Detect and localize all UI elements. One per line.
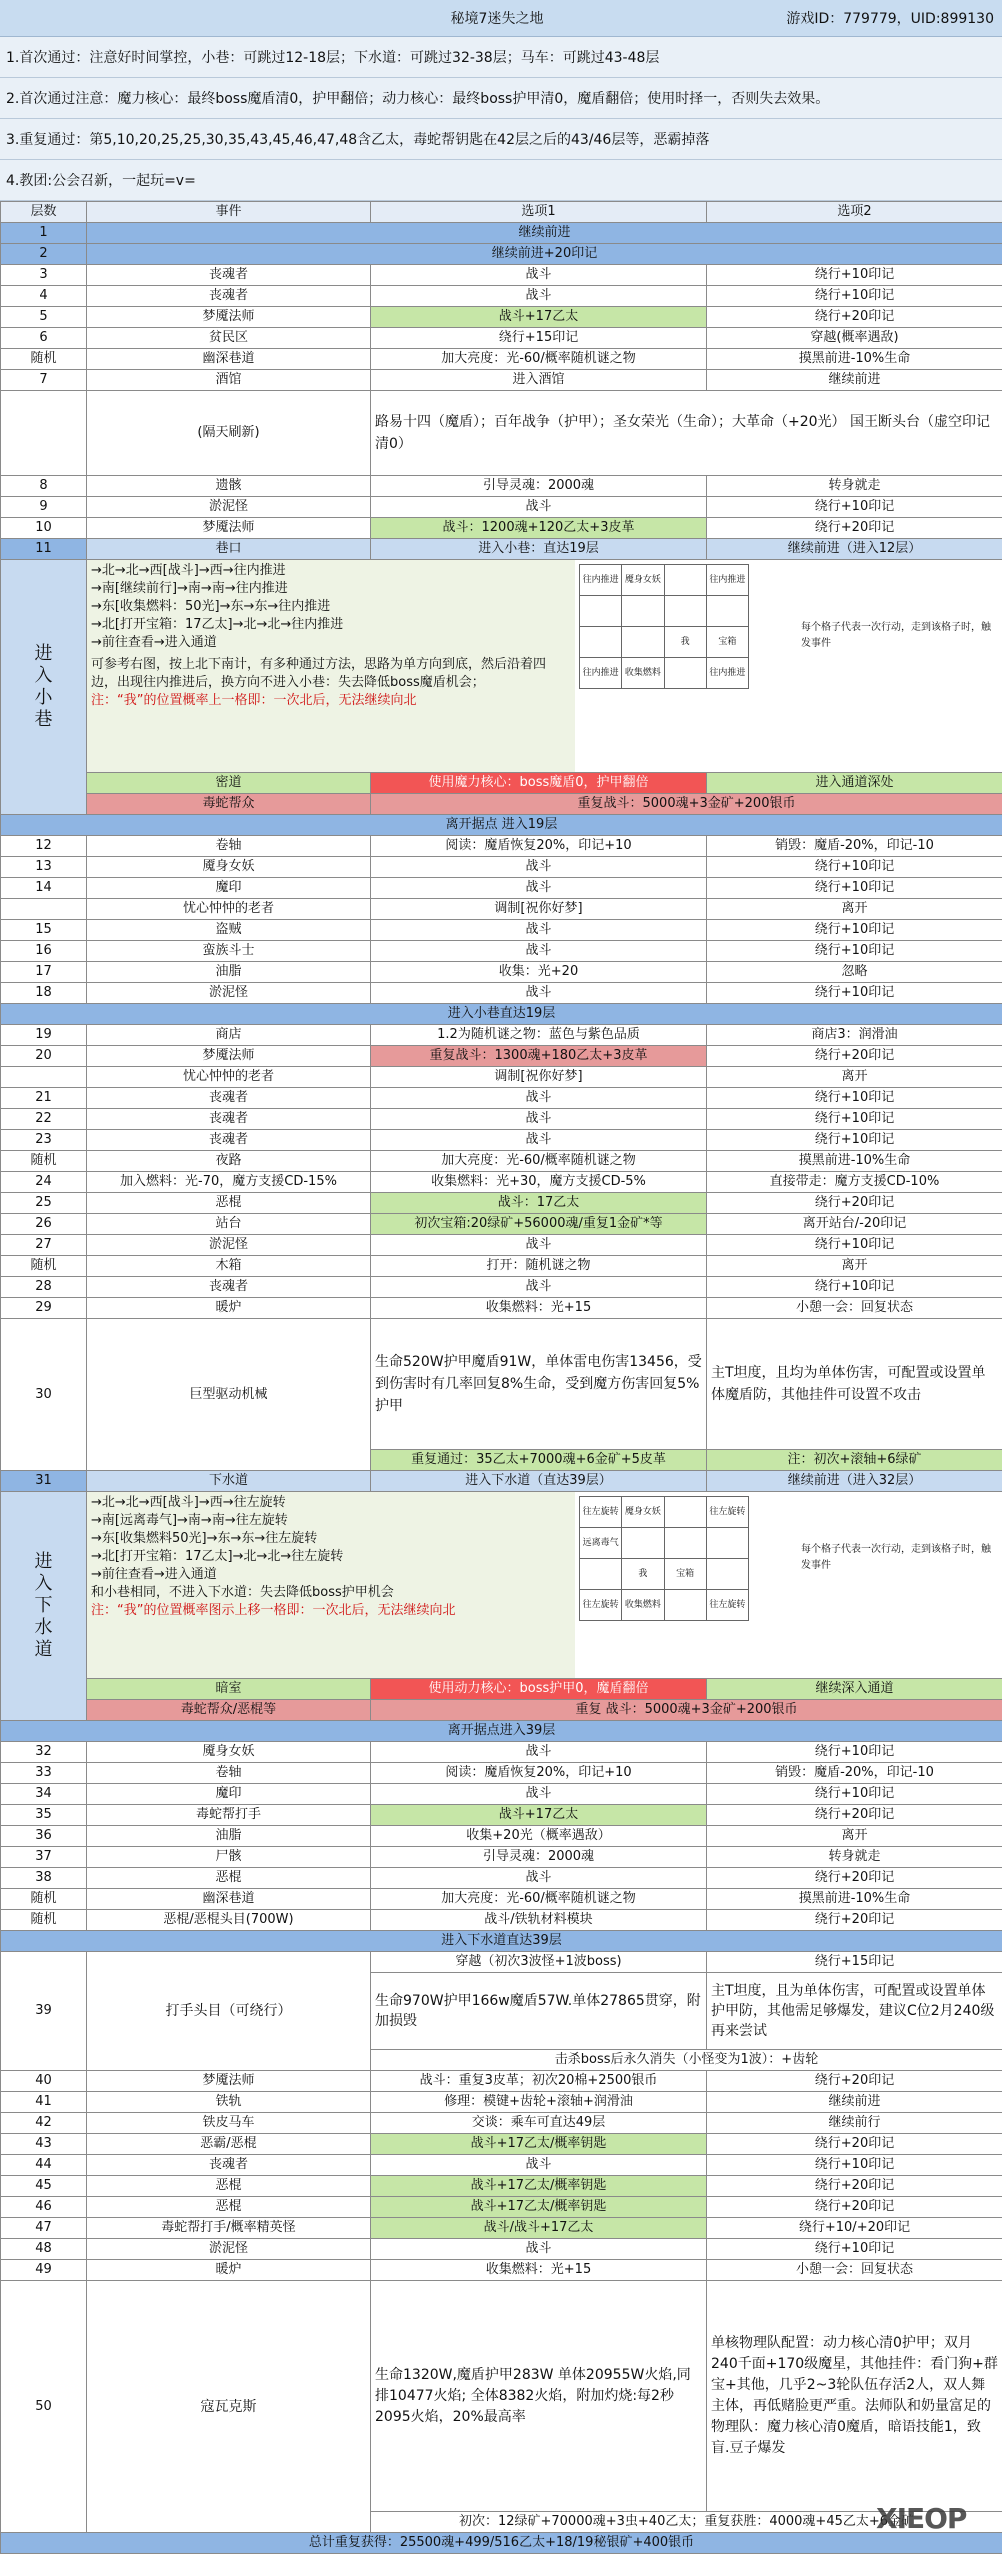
option-cell: 继续前进（进入12层）: [707, 539, 1002, 560]
option-cell: 继续前进: [707, 370, 1002, 391]
table-row: 28 丧魂者 战斗 绕行+10印记: [1, 1277, 1002, 1298]
event-cell: 密道: [87, 773, 371, 794]
table-row: 12 卷轴 阅读：魔盾恢复20%，印记+10 销毁：魔盾-20%，印记-10: [1, 836, 1002, 857]
table-row: 45 恶棍 战斗+17乙太/概率钥匙 绕行+20印记: [1, 2176, 1002, 2197]
floor-cell: 8: [1, 476, 87, 497]
option-cell: 进入通道深处: [707, 773, 1002, 794]
option-cell: 引导灵魂：2000魂: [371, 476, 707, 497]
section-row: 离开据点进入39层: [1, 1721, 1002, 1742]
table-row: 忧心忡忡的老者 调制[祝你好梦] 离开: [1, 1067, 1002, 1088]
boss-50-row: 50 寇瓦克斯 生命1320W,魔盾护甲283W 单体20955W火焰,同排10477火焰; 全体8382火焰，附加灼烧:每2秒2095火焰，20%最高率 单核物理队配置：动力核心清0护甲；双月240千面+170级魔星，其他挂件：看门狗+群宝+其他，几乎2~3轮队伍存活2人，双人舞主体，再低赌脸更严重。法师队和奶量富足的物理队：魔力核心清0魔盾，暗语技能1，致盲.豆子爆发: [1, 2281, 1002, 2512]
boss-tip: 主T坦度，且均为单体伤害，可配置或设置单体魔盾防，其他挂件可设置不攻击: [707, 1319, 1002, 1450]
event-cell: 毒蛇帮众: [87, 794, 371, 815]
table-row: 49 暖炉 收集燃料：光+15 小憩一会：回复状态: [1, 2260, 1002, 2281]
table-row: 48 淤泥怪 战斗 绕行+10印记: [1, 2239, 1002, 2260]
table-row: 23 丧魂者 战斗 绕行+10印记: [1, 1130, 1002, 1151]
table-row: 17 油脂 收集：光+20 忽略: [1, 962, 1002, 983]
event-cell: 丧魂者: [87, 286, 371, 307]
table-row: 13 魇身女妖 战斗 绕行+10印记: [1, 857, 1002, 878]
event-cell: 酒馆: [87, 370, 371, 391]
option-cell: 摸黑前进-10%生命: [707, 349, 1002, 370]
option-cell: 进入小巷：直达19层: [371, 539, 707, 560]
table-row: 43 恶霸/恶棍 战斗+17乙太/概率钥匙 绕行+20印记: [1, 2134, 1002, 2155]
note-3: 3.重复通过：第5,10,20,25,25,30,35,43,45,46,47,48含乙太，毒蛇帮钥匙在42层之后的43/46层等，恶霸掉落: [0, 119, 1002, 160]
table-row: [1, 286, 1002, 307]
event-cell: 巷口: [87, 539, 371, 560]
table-row: 18 淤泥怪 战斗 绕行+10印记: [1, 983, 1002, 1004]
table-row: 随机 木箱 打开：随机谜之物 离开: [1, 1256, 1002, 1277]
floor-cell: 9: [1, 497, 87, 518]
table-row: [1, 476, 1002, 497]
table-row: 21 丧魂者 战斗 绕行+10印记: [1, 1088, 1002, 1109]
page-title: 秘境7迷失之地: [450, 11, 544, 27]
table-row: [1, 518, 1002, 539]
table-row: 19 商店 1.2为随机谜之物：蓝色与紫色品质 商店3：润滑油: [1, 1025, 1002, 1046]
floor-cell: 3: [1, 265, 87, 286]
boss-30-row: 30 巨型驱动机械 生命520W护甲魔盾91W，单体雷电伤害13456，受到伤害时有几率回复8%生命，受到魔方伤害回复5%护甲 主T坦度，且均为单体伤害，可配置或设置单体魔盾防，其他挂件可设置不攻击: [1, 1319, 1002, 1450]
table-header-row: [1, 202, 1002, 223]
option-cell: 绕行+10印记: [707, 286, 1002, 307]
table-row: [1, 370, 1002, 391]
option-cell: 继续前进+20印记: [87, 244, 1002, 265]
table-row: 27 淤泥怪 战斗 绕行+10印记: [1, 1235, 1002, 1256]
table-row: 24 加入燃料：光-70，魔方支援CD-15% 收集燃料：光+30，魔方支援CD-5% 直接带走：魔方支援CD-10%: [1, 1172, 1002, 1193]
table-row: 37 尸骸 引导灵魂：2000魂 转身就走: [1, 1847, 1002, 1868]
table-row: 41 铁轨 修理：模键+齿轮+滚轴+润滑油 继续前进: [1, 2092, 1002, 2113]
table-row: 重复通过：35乙太+7000魂+6金矿+5皮革 注：初次+滚轴+6绿矿: [1, 1450, 1002, 1471]
table-row: 33 卷轴 阅读：魔盾恢复20%，印记+10 销毁：魔盾-20%，印记-10: [1, 1763, 1002, 1784]
alley-side-label: 进 入 小 巷: [1, 560, 87, 815]
note-4: 4.教团:公会召新，一起玩=v=: [0, 160, 1002, 201]
event-cell: 梦魇法师: [87, 518, 371, 539]
table-row: 毒蛇帮众/恶棍等 重复 战斗：5000魂+3金矿+200银币: [1, 1700, 1002, 1721]
option-cell: 绕行+10印记: [707, 497, 1002, 518]
floor-table: [0, 201, 1002, 2554]
table-row: 随机 幽深巷道 加大亮度：光-60/概率随机谜之物 摸黑前进-10%生命: [1, 1889, 1002, 1910]
alley-grid-hint: 每个格子代表一次行动，走到该格子时，触发事件: [795, 560, 1002, 772]
event-cell: 贫民区: [87, 328, 371, 349]
alley-grid: 往内推进 魇身女妖 往内推进 我 宝箱 往内推进 收集燃料 往内推进: [575, 560, 795, 772]
floor-cell: 4: [1, 286, 87, 307]
section-row: [1, 1004, 1002, 1025]
option-cell: 加大亮度：光-60/概率随机谜之物: [371, 349, 707, 370]
header-bar: [0, 0, 1002, 37]
boss-39-row: 39 打手头目（可绕行） 穿越（初次3波怪+1波boss) 绕行+15印记: [1, 1952, 1002, 1973]
table-row: [1, 497, 1002, 518]
option-cell: 继续前进: [87, 223, 1002, 244]
table-row: 击杀boss后永久消失（小怪变为1波）：+齿轮: [1, 2050, 1002, 2071]
option-cell: 战斗+17乙太: [371, 307, 707, 328]
sewer-instructions: →北→北→西[战斗]→西→往左旋转 →南[远离毒气]→南→南→往左旋转 →东[收集燃料50光]→东→东→往左旋转 →北[打开宝箱：17乙太]→北→北→往左旋转 →前往查看→进入通道 和小巷相同，不进入下水道：失去降低boss护甲机会 注：“我”的位置概率图示上移一格即：一次北后，无法继续向北: [87, 1492, 575, 1678]
note-2: 2.首次通过注意：魔力核心：最终boss魔盾清0，护甲翻倍；动力核心：最终boss护甲清0，魔盾翻倍；使用时择一，否则失去效果。: [0, 78, 1002, 119]
table-row: 25 恶棍 战斗：17乙太 绕行+20印记: [1, 1193, 1002, 1214]
event-cell: 遗骸: [87, 476, 371, 497]
sewer-grid-hint: 每个格子代表一次行动，走到该格子时，触发事件: [795, 1492, 1002, 1678]
game-id: 游戏ID：779779，UID:899130: [786, 11, 994, 27]
table-row: [1, 349, 1002, 370]
table-row: 36 油脂 收集+20光（概率遇敌） 离开: [1, 1826, 1002, 1847]
table-row: 初次：12绿矿+70000魂+3虫+40乙太；重复获胜：4000魂+45乙太+6金矿: [1, 2512, 1002, 2533]
col-header-floor: 层数: [1, 202, 87, 223]
option-cell: 战斗：1200魂+120乙太+3皮革: [371, 518, 707, 539]
table-row: [1, 328, 1002, 349]
floor-cell: 11: [1, 539, 87, 560]
table-row: 随机 夜路 加大亮度：光-60/概率随机谜之物 摸黑前进-10%生命: [1, 1151, 1002, 1172]
table-row: 32 魇身女妖 战斗 绕行+10印记: [1, 1742, 1002, 1763]
sewer-side-label: 进 入 下 水 道: [1, 1492, 87, 1721]
table-row: 38 恶棍 战斗 绕行+20印记: [1, 1868, 1002, 1889]
total-row: 总计重复获得：25500魂+499/516乙太+18/19秘银矿+400银币: [1, 2533, 1002, 2554]
option-cell: 穿越(概率遇敌): [707, 328, 1002, 349]
table-row: [1, 265, 1002, 286]
event-cell: 淤泥怪: [87, 497, 371, 518]
option-cell: 战斗: [371, 497, 707, 518]
table-row: 31 下水道 进入下水道（直达39层） 继续前进（进入32层）: [1, 1471, 1002, 1492]
table-row: 22 丧魂者 战斗 绕行+10印记: [1, 1109, 1002, 1130]
sewer-section: [1, 1492, 1002, 1679]
floor-cell: 2: [1, 244, 87, 265]
option-cell: 使用魔力核心：boss魔盾0，护甲翻倍: [371, 773, 707, 794]
alley-instructions: →北→北→西[战斗]→西→往内推进 →南[继续前行]→南→南→往内推进 →东[收集燃料：50光]→东→东→往内推进 →北[打开宝箱：17乙太]→北→北→往内推进 →前往查看→进入通道 可参考右图，按上北下南计，有多种通过方法，思路为单方向到底，然后沿着四边，出现往内推进后，换方向不进入小巷：失去降低boss魔盾机会； 注：“我”的位置概率上一格即：一次北后，无法继续向北: [87, 560, 575, 772]
option-cell: 重复战斗：5000魂+3金矿+200银币: [371, 794, 1002, 815]
option-cell: 绕行+20印记: [707, 518, 1002, 539]
table-row: 14 魔印 战斗 绕行+10印记: [1, 878, 1002, 899]
table-row: [1, 539, 1002, 560]
tavern-label: (隔天刷新): [87, 391, 371, 476]
floor-cell: 随机: [1, 349, 87, 370]
table-row: 40 梦魇法师 战斗：重复3皮革；初次20棉+2500银币 绕行+20印记: [1, 2071, 1002, 2092]
table-row: [1, 794, 1002, 815]
table-row: [1, 223, 1002, 244]
section-title: 离开据点 进入19层: [1, 815, 1002, 836]
boss-name: 巨型驱动机械: [87, 1319, 371, 1471]
table-row: 随机 恶棍/恶棍头目(700W) 战斗/铁轨材料模块 绕行+20印记: [1, 1910, 1002, 1931]
floor-cell: 5: [1, 307, 87, 328]
section-title: 进入小巷直达19层: [1, 1004, 1002, 1025]
option-cell: 绕行+20印记: [707, 307, 1002, 328]
option-cell: 战斗: [371, 265, 707, 286]
floor-cell: 7: [1, 370, 87, 391]
table-row: 忧心忡忡的老者 调制[祝你好梦] 离开: [1, 899, 1002, 920]
table-row: 29 暖炉 收集燃料：光+15 小憩一会：回复状态: [1, 1298, 1002, 1319]
col-header-option1: 选项1: [371, 202, 707, 223]
table-row: 42 铁皮马车 交谈：乘车可直达49层 继续前行: [1, 2113, 1002, 2134]
col-header-option2: 选项2: [707, 202, 1002, 223]
table-row: [1, 244, 1002, 265]
section-row: 进入下水道直达39层: [1, 1931, 1002, 1952]
table-row: [1, 307, 1002, 328]
event-cell: 幽深巷道: [87, 349, 371, 370]
table-row: 15 盗贼 战斗 绕行+10印记: [1, 920, 1002, 941]
option-cell: 战斗: [371, 286, 707, 307]
sewer-grid: 往左旋转 魇身女妖 往左旋转 远离毒气 我 宝箱 往左旋转 收集燃料 往左旋转: [575, 1492, 795, 1678]
table-row: 16 蛮族斗士 战斗 绕行+10印记: [1, 941, 1002, 962]
option-cell: 进入酒馆: [371, 370, 707, 391]
site-watermark-logo: XIEOP: [876, 2502, 967, 2535]
table-row: 暗室 使用动力核心：boss护甲0，魔盾翻倍 继续深入通道: [1, 1679, 1002, 1700]
table-row: 26 站台 初次宝箱:20绿矿+56000魂/重复1金矿*等 离开站台/-20印记: [1, 1214, 1002, 1235]
option-cell: 转身就走: [707, 476, 1002, 497]
boss-desc: 生命520W护甲魔盾91W，单体雷电伤害13456，受到伤害时有几率回复8%生命，受到魔方伤害回复5%护甲: [371, 1319, 707, 1450]
col-header-event: 事件: [87, 202, 371, 223]
table-row: 44 丧魂者 战斗 绕行+10印记: [1, 2155, 1002, 2176]
floor-cell: 10: [1, 518, 87, 539]
option-cell: 绕行+10印记: [707, 265, 1002, 286]
table-row: [1, 773, 1002, 794]
section-row: [1, 815, 1002, 836]
floor-cell: 6: [1, 328, 87, 349]
tavern-options: 路易十四（魔盾）；百年战争（护甲）；圣女荣光（生命）；大革命（+20光） 国王断头台（虚空印记清0）: [371, 391, 1002, 476]
event-cell: 梦魇法师: [87, 307, 371, 328]
table-row: 46 恶棍 战斗+17乙太/概率钥匙 绕行+20印记: [1, 2197, 1002, 2218]
table-row: 34 魔印 战斗 绕行+10印记: [1, 1784, 1002, 1805]
table-row: 35 毒蛇帮打手 战斗+17乙太 绕行+20印记: [1, 1805, 1002, 1826]
option-cell: 绕行+15印记: [371, 328, 707, 349]
alley-section: [1, 560, 1002, 773]
table-row: 20 梦魇法师 重复战斗：1300魂+180乙太+3皮革 绕行+20印记: [1, 1046, 1002, 1067]
event-cell: 丧魂者: [87, 265, 371, 286]
floor-cell: 1: [1, 223, 87, 244]
table-row: 47 毒蛇帮打手/概率精英怪 战斗/战斗+17乙太 绕行+10/+20印记: [1, 2218, 1002, 2239]
table-row: 生命970W护甲166w魔盾57W.单体27865贯穿，附加损毁 主T坦度，且为单体伤害，可配置或设置单体护甲防，其他需足够爆发，建议C位2月240级再来尝试: [1, 1973, 1002, 2050]
tavern-row: [1, 391, 1002, 476]
note-1: 1.首次通过：注意好时间掌控，小巷：可跳过12-18层；下水道：可跳过32-38层；马车：可跳过43-48层: [0, 37, 1002, 78]
